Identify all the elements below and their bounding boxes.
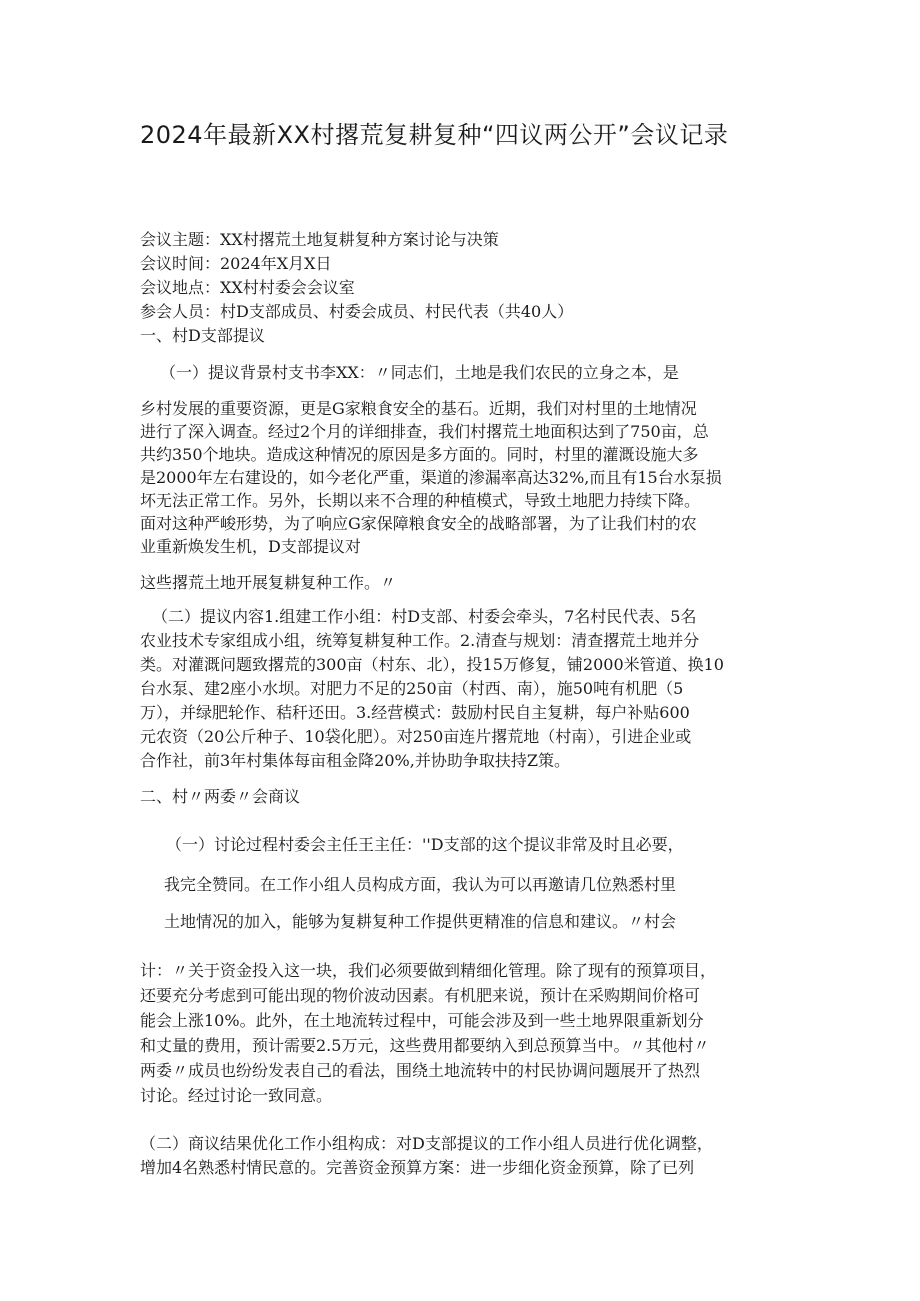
paragraph-3-line: 我完全赞同。在工作小组人员构成方面，我认为可以再邀请几位熟悉村里	[164, 875, 677, 894]
paragraph-1-line: 进行了深入调查。经过2个月的详细排查，我们村撂荒土地面积达到了750亩，总	[140, 422, 709, 441]
section-heading-1: 一、村D支部提议	[140, 326, 265, 345]
paragraph-4-line: 两委〃成员也纷纷发表自己的看法，围绕土地流转中的村民协调问题展开了热烈	[140, 1061, 701, 1080]
paragraph-2-line: 农业技术专家组成小组，统筹复耕复种工作。2.清查与规划：清查撂荒土地并分	[140, 631, 700, 650]
meeting-place: 会议地点：XX村村委会会议室	[140, 278, 355, 297]
paragraph-1-line: 坏无法正常工作。另外，长期以来不合理的种植模式，导致土地肥力持续下降。	[140, 491, 701, 510]
paragraph-1-line: 业重新焕发生机，D支部提议对	[140, 537, 361, 556]
paragraph-4-line: 和丈量的费用，预计需要2.5万元，这些费用都要纳入到总预算当中。〃其他村〃	[140, 1036, 710, 1055]
paragraph-4-line: 计：〃关于资金投入这一块，我们必须要做到精细化管理。除了现有的预算项目，	[140, 961, 717, 980]
paragraph-2-line: 元农资（20公斤种子、10袋化肥）。对250亩连片撂荒地（村南），引进企业或	[140, 727, 692, 746]
paragraph-4-line: 还要充分考虑到可能出现的物价波动因素。有机肥来说，预计在采购期间价格可	[140, 986, 701, 1005]
paragraph-3-line: 土地情况的加入，能够为复耕复种工作提供更精准的信息和建议。〃村会	[164, 912, 677, 931]
paragraph-1-line: 是2000年左右建设的，如今老化严重，渠道的渗漏率高达32%,而且有15台水泵损	[140, 468, 722, 487]
paragraph-1-line: （一）提议背景村支书李XX：〃同志们，土地是我们农民的立身之本，是	[160, 363, 679, 382]
paragraph-1-line: 乡村发展的重要资源，更是G家粮食安全的基石。近期，我们对村里的土地情况	[140, 399, 697, 418]
paragraph-2-line: （二）提议内容1.组建工作小组：村D支部、村委会牵头，7名村民代表、5名	[152, 607, 697, 626]
paragraph-1-line: 共约350个地块。造成这种情况的原因是多方面的。同时，村里的灌溉设施大多	[140, 445, 699, 464]
paragraph-5-line: 增加4名熟悉村情民意的。完善资金预算方案：进一步细化资金预算，除了已列	[140, 1158, 695, 1177]
paragraph-2-line: 万），并绿肥轮作、秸秆还田。3.经营模式：鼓励村民自主复耕，每户补贴600	[140, 703, 690, 722]
paragraph-4-line: 讨论。经过讨论一致同意。	[140, 1086, 333, 1105]
paragraph-2-line: 类。对灌溉问题致撂荒的300亩（村东、北），投15万修复，铺2000米管道、换10	[140, 655, 724, 674]
section-heading-2: 二、村〃两委〃会商议	[140, 787, 301, 806]
paragraph-2-line: 合作社，前3年村集体每亩租金降20%,并协助争取扶持Z策。	[140, 751, 570, 770]
meeting-time: 会议时间：2024年X月X日	[140, 254, 332, 273]
paragraph-3-line: （一）讨论过程村委会主任王主任：''D支部的这个提议非常及时且必要，	[166, 835, 684, 854]
meeting-attendees: 参会人员：村D支部成员、村委会成员、村民代表（共40人）	[140, 302, 574, 321]
paragraph-1-line: 面对这种严峻形势，为了响应G家保障粮食安全的战略部署，为了让我们村的农	[140, 514, 697, 533]
document-title: 2024年最新XX村撂荒复耕复种“四议两公开”会议记录	[140, 121, 729, 149]
paragraph-4-line: 能会上涨10%。此外，在土地流转过程中，可能会涉及到一些土地界限重新划分	[140, 1011, 704, 1030]
paragraph-1-tail: 这些撂荒土地开展复耕复种工作。〃	[140, 573, 397, 592]
meeting-topic: 会议主题：XX村撂荒土地复耕复种方案讨论与决策	[140, 230, 499, 249]
paragraph-5-line: （二）商议结果优化工作小组构成：对D支部提议的工作小组人员进行优化调整，	[140, 1134, 713, 1153]
paragraph-2-line: 台水泵、建2座小水坝。对肥力不足的250亩（村西、南），施50吨有机肥（5	[140, 679, 684, 698]
